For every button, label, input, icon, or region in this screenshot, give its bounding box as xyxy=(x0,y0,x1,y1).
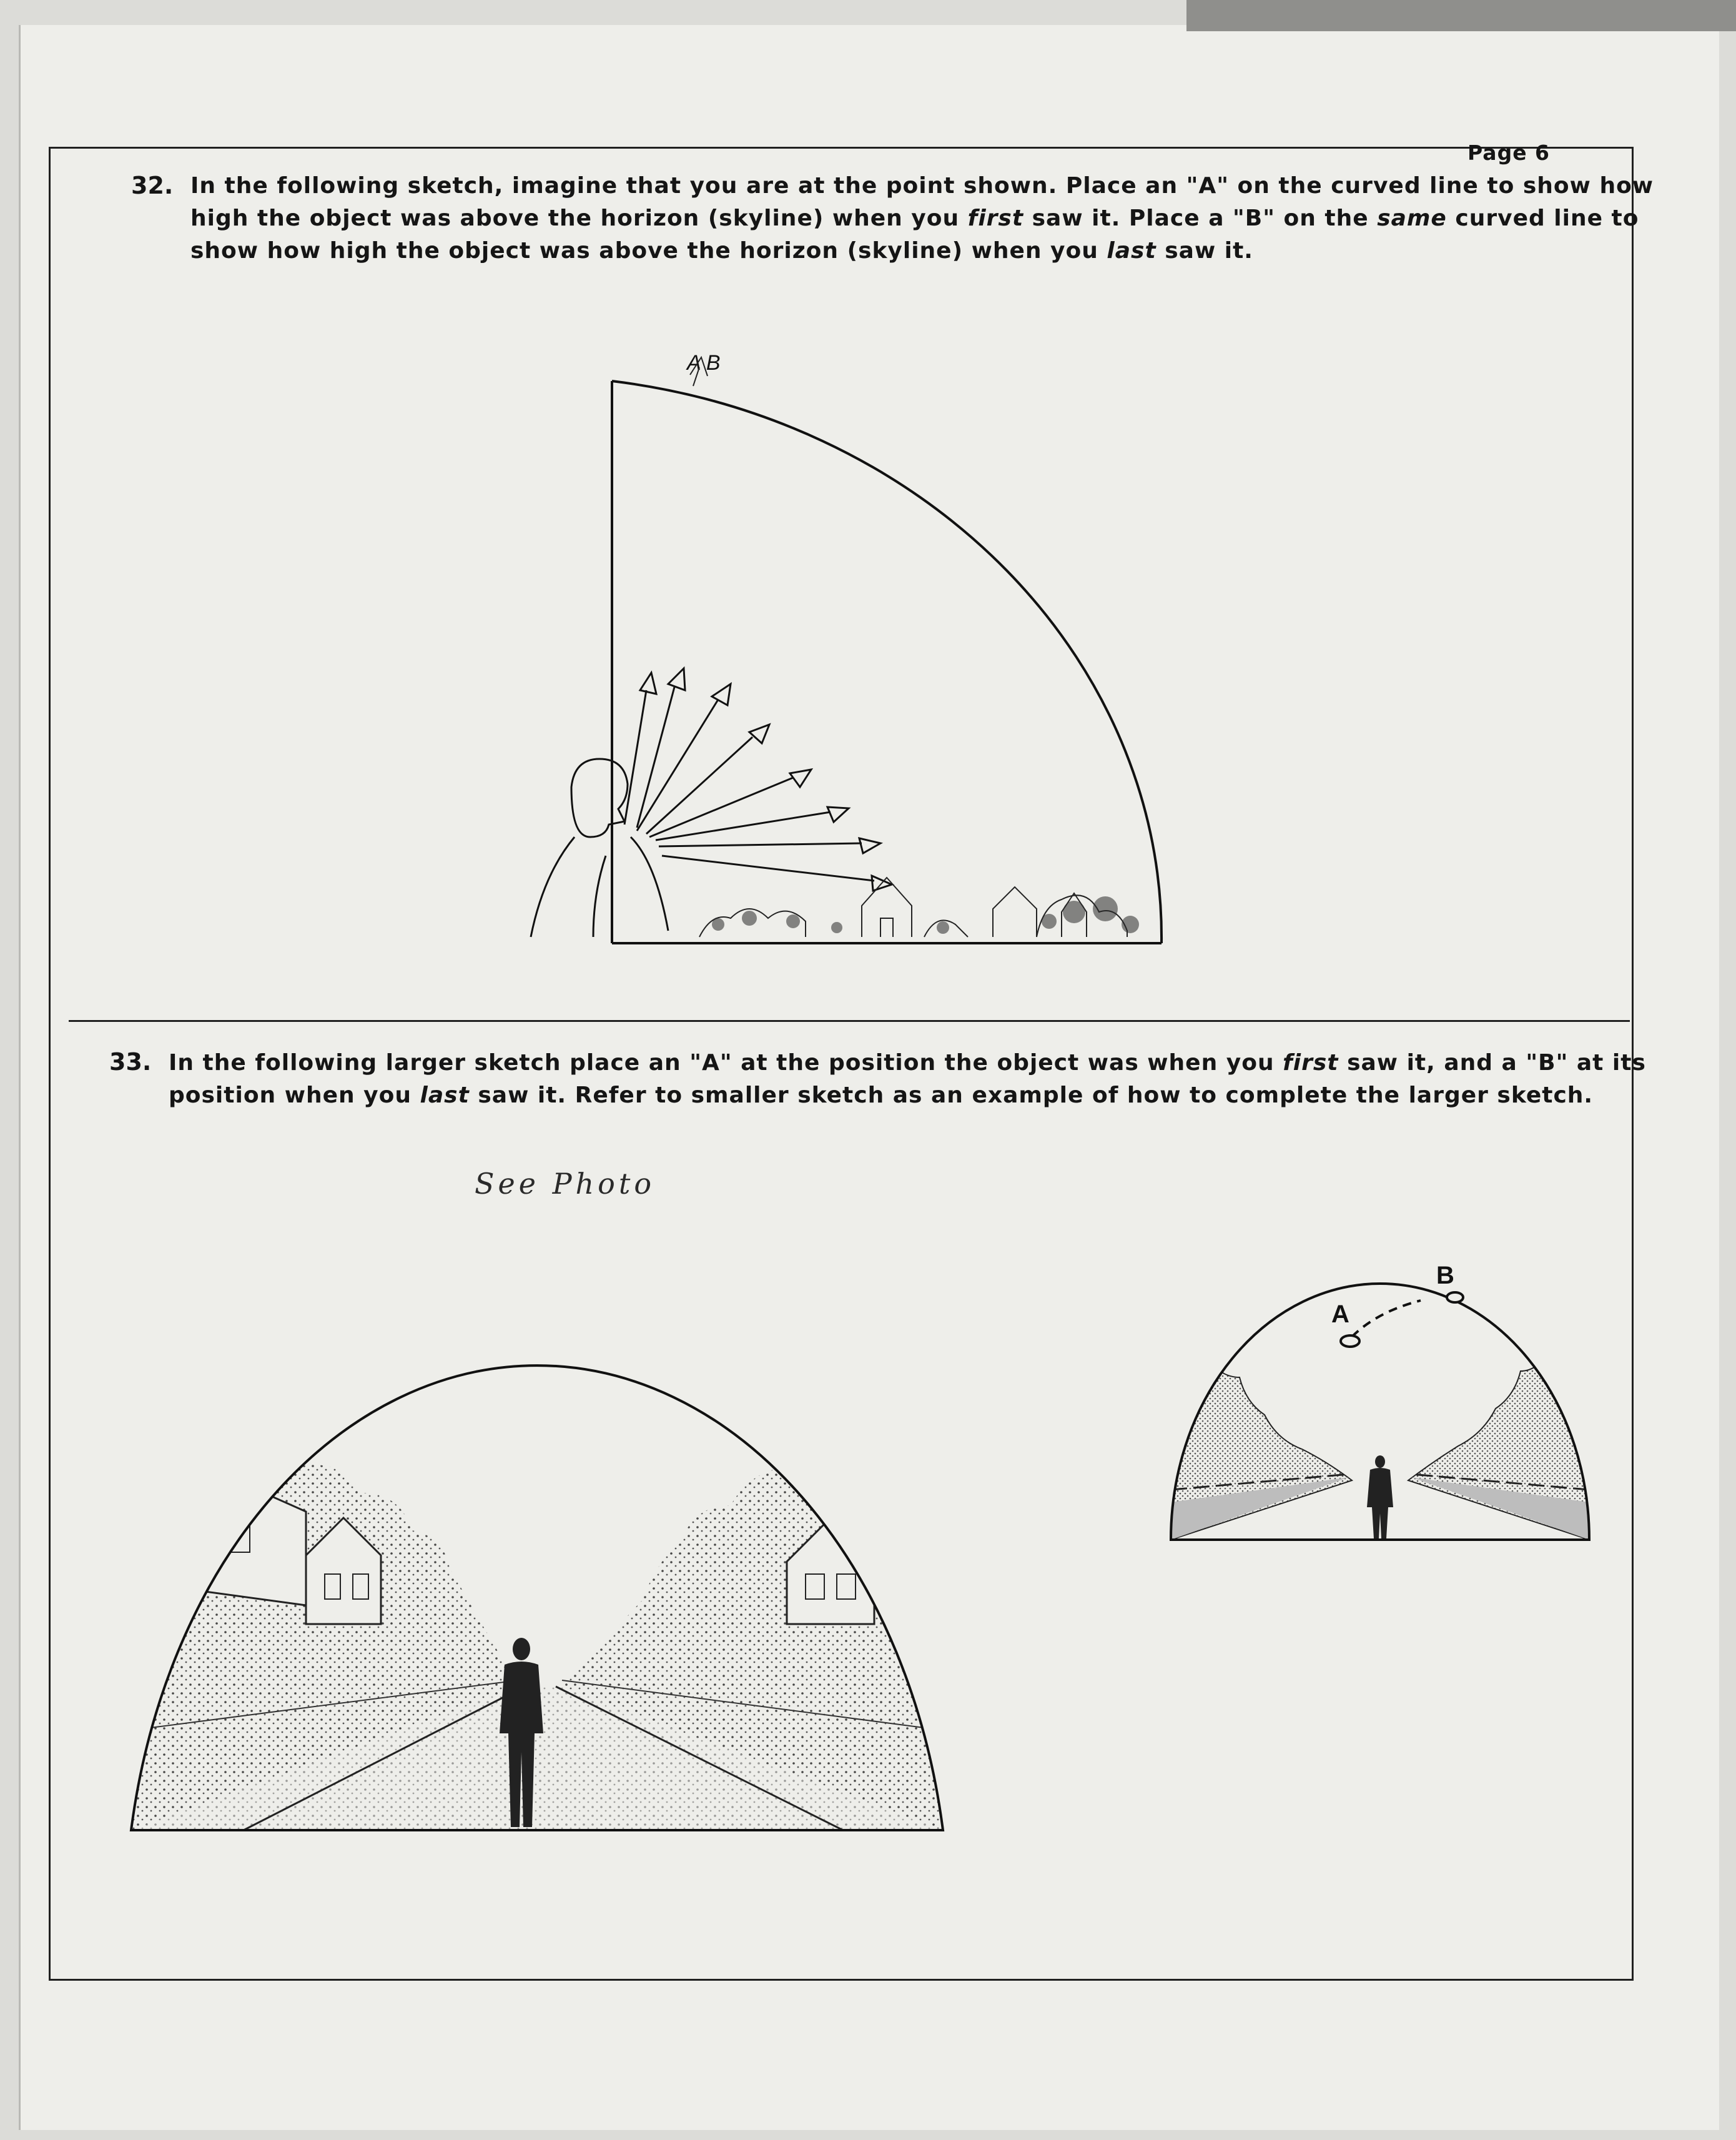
question-33-number: 33. xyxy=(109,1048,152,1076)
q33-line-1: In the following larger sketch place an "A" at the position the object was when you first saw it, and a "B" at its xyxy=(169,1050,1646,1076)
question-33-text xyxy=(169,1047,1646,1112)
question-32-text xyxy=(190,170,1654,267)
question-32-number: 32. xyxy=(131,172,174,199)
page-number: Page 6 xyxy=(1467,141,1551,165)
small-standing-man xyxy=(1367,1455,1393,1538)
sketch-33-large-dome xyxy=(119,1237,962,1849)
scan-shadow xyxy=(1186,0,1736,31)
example-label-a: A xyxy=(1331,1300,1349,1328)
section-divider xyxy=(69,1020,1630,1022)
example-label-b: B xyxy=(1436,1262,1454,1289)
q32-line-3: show how high the object was above the horizon (skyline) when you last saw it. xyxy=(190,238,1253,264)
q33-line-2: position when you last saw it. Refer to smaller sketch as an example of how to complete the larger sketch. xyxy=(169,1082,1594,1108)
skyline-houses xyxy=(699,878,1127,937)
q32-handwritten-marks: A B xyxy=(687,351,721,375)
handwritten-note: See Photo xyxy=(475,1167,656,1201)
object-path xyxy=(1352,1300,1421,1337)
object-position-b xyxy=(1447,1292,1463,1302)
object-position-a xyxy=(1341,1335,1359,1347)
sketch-33-small-example xyxy=(1161,1240,1599,1552)
sketch-32-quarter-arc xyxy=(512,337,1199,962)
q32-line-2: high the object was above the horizon (skyline) when you first saw it. Place a "B" on the same curved line to xyxy=(190,206,1639,231)
q32-line-1: In the following sketch, imagine that you are at the point shown. Place an "A" on the curved line to show how xyxy=(190,173,1654,199)
pointing-arms xyxy=(624,668,892,891)
